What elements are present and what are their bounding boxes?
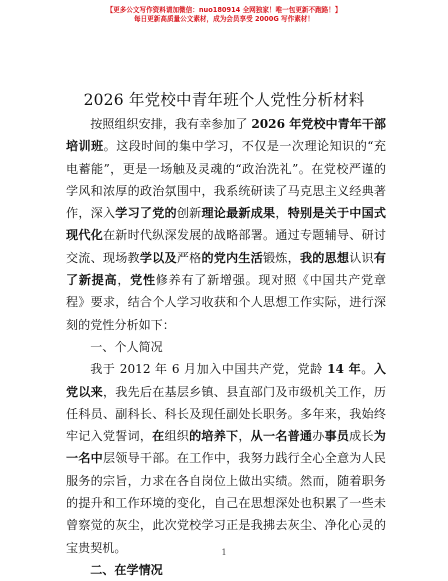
text-run: 的党内生活 xyxy=(201,250,263,265)
text-run: 入党以来 xyxy=(66,362,386,399)
paragraph-intro xyxy=(66,113,386,336)
text-run: 在新时代纵深发展的战略部署。通过专题辅导、研讨交流、现场教 xyxy=(66,228,386,265)
text-run: 认识 xyxy=(349,250,374,265)
text-run: 理论最新成果 xyxy=(201,206,276,221)
text-run: 2026 年党校中青年干部培训班 xyxy=(66,117,386,154)
text-run: 组织 xyxy=(164,429,190,444)
section-heading-study: 二、在学情况 xyxy=(90,562,163,577)
text-run: 锻炼， xyxy=(263,250,300,265)
text-run: 层领导干部。在工作中，我努力践行全心全意为人民服务的宗旨，力求在各自岗位上做出实绩。然而，随着职务的提升和工作环境的变化，自己在思想深处也积累了一些未曾察觉的灰尘，此次党校学习正是我拂去灰尘、净化心灵的宝贵契机。 xyxy=(66,451,386,555)
text-run: 按照组织安排，我有幸参加了 xyxy=(90,117,252,131)
text-run: 我于 2012 年 6 月加入中国共产党，党龄 xyxy=(90,362,328,377)
text-run: 14 年 xyxy=(327,362,362,377)
text-run: 严格 xyxy=(176,250,202,265)
text-run: 学习了党的 xyxy=(115,206,177,221)
text-run: 党性 xyxy=(130,273,156,288)
text-run: 成长 xyxy=(349,429,374,444)
document-title: 2026 年党校中青年班个人党性分析材料 xyxy=(83,91,365,109)
text-run: 我的思想 xyxy=(299,250,350,265)
text-run: 的培养下 xyxy=(189,429,239,444)
paragraph-profile xyxy=(66,358,386,559)
text-run: ，我先后在基层乡镇、县直部门及市级机关工作，历任科员、副科长、科长及现任副处长职务。多年来，我始终牢记入党誓词， xyxy=(66,384,386,444)
text-run: 特别是关于中国式现代化 xyxy=(66,206,386,243)
text-run: 办 xyxy=(312,429,325,444)
page-number: 1 xyxy=(221,548,227,557)
text-run: 有了新提高 xyxy=(66,250,386,288)
text-run: 事员 xyxy=(324,429,350,444)
text-run: 为一名中 xyxy=(66,429,386,466)
promo-banner xyxy=(0,6,448,24)
promo-banner-line-1: 【更多公文写作资料请加微信：nuo180914 全网独家！唯一包更新不跑路！】 xyxy=(106,6,342,14)
text-run: 。这段时间的集中学习，不仅是一次理论知识的“充电蓄能”，更是一场触及灵魂的“政治洗礼”。在党校严谨的学风和浓厚的政治氛围中，我系统研读了马克思主义经典著作，深入 xyxy=(66,139,386,221)
text-run: 。 xyxy=(361,362,374,377)
text-run: 在 xyxy=(152,429,165,444)
document-body xyxy=(66,113,386,581)
text-run: ， xyxy=(117,273,131,288)
text-run: 修养有了新增强。现对照《中国共产党章程》要求，结合个人学习收获和个人思想工作实际，进行深刻的党性分析如下： xyxy=(66,273,386,332)
text-run: ， xyxy=(275,206,288,221)
text-run: 创新 xyxy=(176,206,202,221)
section-heading-profile: 一、个人简况 xyxy=(90,339,163,354)
text-run: 从一名普通 xyxy=(250,429,313,444)
text-run: 学以及 xyxy=(139,250,177,265)
text-run: ， xyxy=(238,429,251,444)
promo-banner-line-2: 每日更新高质量公文素材，成为会员享受 2000G 写作素材！ xyxy=(133,15,314,23)
